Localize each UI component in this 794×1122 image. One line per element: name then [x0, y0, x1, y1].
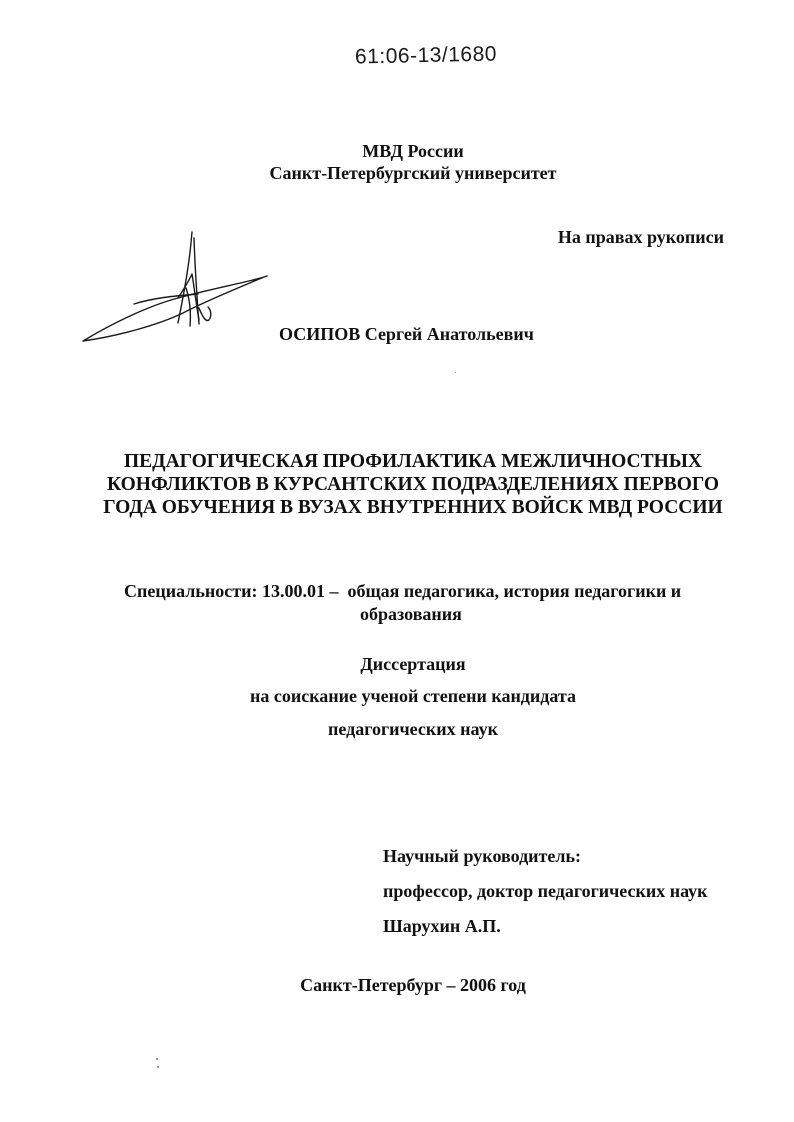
specialty-name: общая педагогика, история педагогики и — [347, 581, 682, 601]
degree-sought: на соискание ученой степени кандидата — [249, 686, 576, 706]
specialty-label: Специальности: 13.00.01 – — [124, 581, 339, 601]
specialty-name-continued: образования — [360, 604, 462, 624]
university-name: Санкт-Петербургский университет — [269, 163, 557, 183]
supervisor-title: профессор, доктор педагогических наук — [383, 881, 708, 901]
document-type: Диссертация — [360, 654, 466, 674]
manuscript-note: На правах рукописи — [557, 227, 724, 247]
place-and-year: Санкт-Петербург – 2006 год — [300, 975, 526, 995]
title-line: КОНФЛИКТОВ В КУРСАНТСКИХ ПОДРАЗДЕЛЕНИЯХ ПЕРВОГО — [106, 474, 720, 495]
supervisor-heading: Научный руководитель: — [383, 846, 581, 866]
title-line: ПЕДАГОГИЧЕСКАЯ ПРОФИЛАКТИКА МЕЖЛИЧНОСТНЫХ — [124, 451, 702, 472]
archive-stamp-code: 61:06-13/1680 — [354, 42, 498, 69]
degree-field: педагогических наук — [328, 719, 498, 739]
ministry-name: МВД России — [362, 141, 464, 161]
supervisor-name: Шарухин А.П. — [383, 916, 501, 936]
author-name: ОСИПОВ Сергей Анатольевич — [279, 324, 534, 344]
title-line: ГОДА ОБУЧЕНИЯ В ВУЗАХ ВНУТРЕННИХ ВОЙСК МВД РОССИИ — [103, 497, 723, 518]
